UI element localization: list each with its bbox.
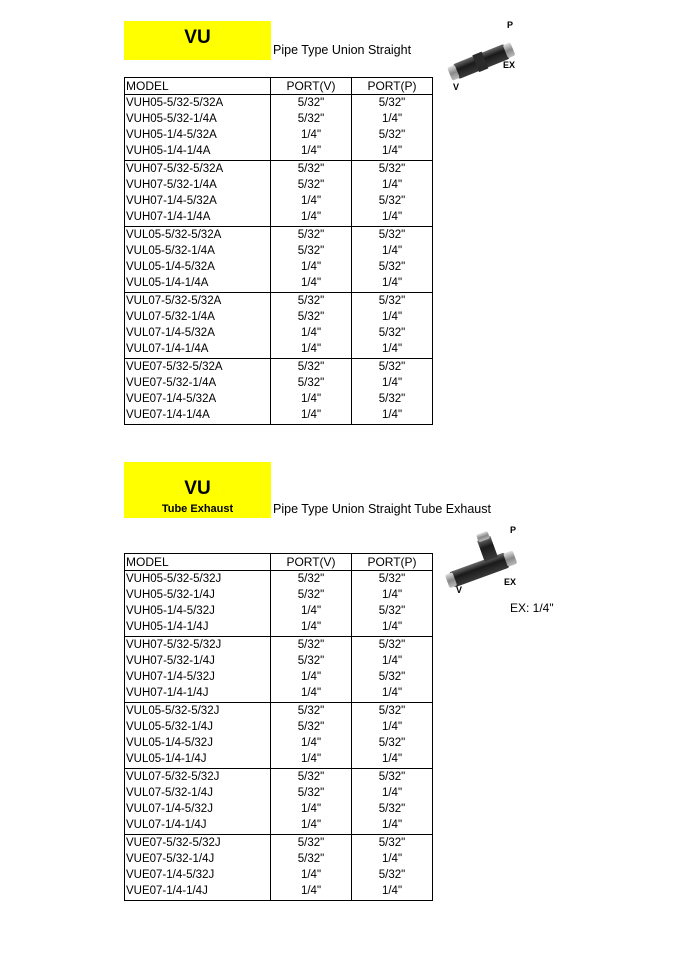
- table-row: [125, 868, 433, 884]
- cell-model: VUH05-1/4-5/32J: [125, 604, 271, 620]
- cell-model: VUE07-1/4-1/4A: [125, 408, 271, 425]
- cell-port-p: 1/4": [352, 620, 433, 637]
- column-header-port-v: PORT(V): [271, 78, 352, 95]
- cell-port-p: 5/32": [352, 835, 433, 852]
- table-row: [125, 392, 433, 408]
- cell-model: VUL05-1/4-1/4A: [125, 276, 271, 293]
- cell-port-v: 1/4": [271, 752, 352, 769]
- cell-model: VUL07-1/4-5/32A: [125, 326, 271, 342]
- cell-model: VUL07-1/4-1/4A: [125, 342, 271, 359]
- cell-model: VUL05-1/4-5/32A: [125, 260, 271, 276]
- cell-port-p: 5/32": [352, 392, 433, 408]
- cell-port-p: 5/32": [352, 802, 433, 818]
- table-row: [125, 359, 433, 376]
- section-2-table-body: [125, 571, 433, 901]
- cell-port-p: 5/32": [352, 95, 433, 112]
- table-row: [125, 144, 433, 161]
- table-row: [125, 703, 433, 720]
- cell-port-v: 5/32": [271, 244, 352, 260]
- cell-port-p: 5/32": [352, 128, 433, 144]
- cell-model: VUH07-1/4-1/4A: [125, 210, 271, 227]
- cell-port-v: 1/4": [271, 260, 352, 276]
- section-2-tag: [124, 462, 271, 518]
- column-header-port-p: PORT(P): [352, 78, 433, 95]
- column-header-model: MODEL: [125, 554, 271, 571]
- cell-port-v: 5/32": [271, 852, 352, 868]
- column-header-model: MODEL: [125, 78, 271, 95]
- cell-port-v: 1/4": [271, 210, 352, 227]
- table-row: [125, 818, 433, 835]
- section-1-table-body: [125, 95, 433, 425]
- cell-model: VUL07-1/4-5/32J: [125, 802, 271, 818]
- cell-port-v: 1/4": [271, 736, 352, 752]
- cell-port-v: 5/32": [271, 654, 352, 670]
- cell-port-v: 1/4": [271, 686, 352, 703]
- table-row: [125, 194, 433, 210]
- table-row: [125, 769, 433, 786]
- cell-model: VUL07-5/32-1/4A: [125, 310, 271, 326]
- section-2-subtitle: Tube Exhaust: [161, 503, 234, 515]
- cell-model: VUH05-1/4-5/32A: [125, 128, 271, 144]
- section-2-label-ex: EX: [504, 577, 517, 587]
- table-row: [125, 310, 433, 326]
- cell-port-p: 5/32": [352, 161, 433, 178]
- table-row: [125, 210, 433, 227]
- table-row: [125, 604, 433, 620]
- cell-model: VUE07-1/4-5/32A: [125, 392, 271, 408]
- table-row: [125, 276, 433, 293]
- table-row: [125, 720, 433, 736]
- table-row: [125, 588, 433, 604]
- cell-port-p: 5/32": [352, 227, 433, 244]
- cell-port-v: 1/4": [271, 128, 352, 144]
- cell-model: VUL07-5/32-5/32J: [125, 769, 271, 786]
- cell-model: VUH07-5/32-1/4J: [125, 654, 271, 670]
- cell-port-v: 1/4": [271, 342, 352, 359]
- table-row: [125, 95, 433, 112]
- cell-model: VUH07-1/4-5/32A: [125, 194, 271, 210]
- cell-port-p: 1/4": [352, 408, 433, 425]
- table-row: [125, 293, 433, 310]
- table-row: [125, 178, 433, 194]
- cell-model: VUE07-5/32-5/32A: [125, 359, 271, 376]
- cell-port-v: 5/32": [271, 637, 352, 654]
- table-row: [125, 637, 433, 654]
- cell-port-v: 5/32": [271, 769, 352, 786]
- cell-model: VUL05-1/4-1/4J: [125, 752, 271, 769]
- cell-model: VUH05-5/32-1/4J: [125, 588, 271, 604]
- table-row: [125, 736, 433, 752]
- cell-model: VUL07-5/32-5/32A: [125, 293, 271, 310]
- cell-port-p: 1/4": [352, 818, 433, 835]
- cell-port-v: 1/4": [271, 326, 352, 342]
- table-row: [125, 852, 433, 868]
- cell-port-p: 1/4": [352, 276, 433, 293]
- cell-port-v: 1/4": [271, 194, 352, 210]
- cell-port-v: 1/4": [271, 620, 352, 637]
- table-row: [125, 112, 433, 128]
- table-row: [125, 244, 433, 260]
- section-1-fitting-figure: [445, 20, 525, 92]
- cell-port-p: 5/32": [352, 359, 433, 376]
- cell-model: VUE07-5/32-1/4J: [125, 852, 271, 868]
- cell-model: VUE07-5/32-1/4A: [125, 376, 271, 392]
- section-2-table: [124, 553, 433, 901]
- cell-port-v: 5/32": [271, 310, 352, 326]
- cell-port-p: 1/4": [352, 144, 433, 161]
- cell-port-p: 5/32": [352, 293, 433, 310]
- cell-port-p: 1/4": [352, 244, 433, 260]
- cell-model: VUL05-5/32-1/4J: [125, 720, 271, 736]
- cell-port-p: 1/4": [352, 720, 433, 736]
- cell-port-v: 1/4": [271, 884, 352, 901]
- section-2-description: Pipe Type Union Straight Tube Exhaust: [273, 502, 491, 516]
- cell-port-v: 1/4": [271, 868, 352, 884]
- cell-model: VUH07-5/32-5/32J: [125, 637, 271, 654]
- cell-model: VUH07-5/32-5/32A: [125, 161, 271, 178]
- table-row: [125, 408, 433, 425]
- cell-port-v: 5/32": [271, 293, 352, 310]
- cell-model: VUL05-5/32-5/32A: [125, 227, 271, 244]
- table-header-row: [125, 78, 433, 95]
- cell-port-p: 5/32": [352, 736, 433, 752]
- cell-port-p: 1/4": [352, 852, 433, 868]
- cell-model: VUH05-5/32-5/32A: [125, 95, 271, 112]
- cell-port-p: 1/4": [352, 588, 433, 604]
- section-1-tag: [124, 21, 271, 60]
- table-row: [125, 786, 433, 802]
- cell-port-p: 1/4": [352, 210, 433, 227]
- table-row: [125, 802, 433, 818]
- cell-port-v: 5/32": [271, 178, 352, 194]
- table-row: [125, 376, 433, 392]
- cell-port-p: 5/32": [352, 326, 433, 342]
- cell-model: VUH05-5/32-5/32J: [125, 571, 271, 588]
- cell-model: VUE07-1/4-5/32J: [125, 868, 271, 884]
- cell-port-v: 1/4": [271, 276, 352, 293]
- cell-port-v: 1/4": [271, 670, 352, 686]
- cell-port-v: 1/4": [271, 604, 352, 620]
- cell-model: VUH05-5/32-1/4A: [125, 112, 271, 128]
- table-row: [125, 686, 433, 703]
- section-2-exhaust-note: EX: 1/4": [510, 601, 554, 615]
- table-row: [125, 227, 433, 244]
- cell-model: VUH07-5/32-1/4A: [125, 178, 271, 194]
- column-header-port-v: PORT(V): [271, 554, 352, 571]
- cell-port-v: 5/32": [271, 227, 352, 244]
- cell-port-v: 1/4": [271, 144, 352, 161]
- section-2-label-p: P: [510, 525, 517, 535]
- section-2-fitting-figure: [442, 525, 532, 597]
- section-1-table: [124, 77, 433, 425]
- cell-port-v: 5/32": [271, 359, 352, 376]
- cell-port-v: 5/32": [271, 703, 352, 720]
- table-row: [125, 752, 433, 769]
- cell-model: VUH07-1/4-5/32J: [125, 670, 271, 686]
- section-1-label-ex: EX: [503, 60, 516, 70]
- cell-port-v: 1/4": [271, 818, 352, 835]
- table-row: [125, 835, 433, 852]
- cell-port-p: 5/32": [352, 194, 433, 210]
- table-row: [125, 620, 433, 637]
- cell-port-p: 1/4": [352, 376, 433, 392]
- cell-port-v: 5/32": [271, 161, 352, 178]
- cell-port-v: 1/4": [271, 408, 352, 425]
- cell-model: VUL07-1/4-1/4J: [125, 818, 271, 835]
- cell-port-p: 1/4": [352, 752, 433, 769]
- table-row: [125, 161, 433, 178]
- cell-port-p: 1/4": [352, 178, 433, 194]
- column-header-port-p: PORT(P): [352, 554, 433, 571]
- cell-port-v: 5/32": [271, 95, 352, 112]
- section-1-label-p: P: [507, 20, 514, 30]
- section-1-label-v: V: [453, 82, 460, 92]
- cell-port-p: 5/32": [352, 637, 433, 654]
- cell-model: VUH07-1/4-1/4J: [125, 686, 271, 703]
- cell-port-v: 5/32": [271, 720, 352, 736]
- cell-port-p: 1/4": [352, 686, 433, 703]
- cell-port-p: 5/32": [352, 703, 433, 720]
- cell-port-p: 5/32": [352, 571, 433, 588]
- cell-port-p: 1/4": [352, 310, 433, 326]
- section-1-description: Pipe Type Union Straight: [273, 43, 412, 57]
- cell-model: VUH05-1/4-1/4J: [125, 620, 271, 637]
- table-row: [125, 128, 433, 144]
- cell-port-p: 1/4": [352, 654, 433, 670]
- table-row: [125, 884, 433, 901]
- cell-port-v: 5/32": [271, 835, 352, 852]
- section-1-title: VU: [184, 27, 211, 48]
- table-header-row: [125, 554, 433, 571]
- section-2-title: VU: [184, 478, 211, 499]
- cell-port-p: 1/4": [352, 884, 433, 901]
- table-row: [125, 260, 433, 276]
- table-row: [125, 342, 433, 359]
- cell-port-p: 5/32": [352, 769, 433, 786]
- table-row: [125, 326, 433, 342]
- cell-model: VUE07-5/32-5/32J: [125, 835, 271, 852]
- cell-port-v: 5/32": [271, 376, 352, 392]
- cell-port-p: 1/4": [352, 342, 433, 359]
- cell-model: VUL05-5/32-1/4A: [125, 244, 271, 260]
- cell-model: VUL05-5/32-5/32J: [125, 703, 271, 720]
- cell-model: VUE07-1/4-1/4J: [125, 884, 271, 901]
- cell-model: VUL05-1/4-5/32J: [125, 736, 271, 752]
- cell-port-p: 5/32": [352, 604, 433, 620]
- cell-port-v: 1/4": [271, 392, 352, 408]
- cell-port-v: 5/32": [271, 786, 352, 802]
- cell-port-p: 5/32": [352, 670, 433, 686]
- cell-port-p: 5/32": [352, 868, 433, 884]
- cell-port-v: 1/4": [271, 802, 352, 818]
- section-2-label-v: V: [456, 585, 463, 595]
- cell-port-p: 1/4": [352, 786, 433, 802]
- cell-port-v: 5/32": [271, 571, 352, 588]
- cell-port-p: 5/32": [352, 260, 433, 276]
- cell-port-v: 5/32": [271, 112, 352, 128]
- cell-port-v: 5/32": [271, 588, 352, 604]
- table-row: [125, 670, 433, 686]
- cell-port-p: 1/4": [352, 112, 433, 128]
- table-row: [125, 654, 433, 670]
- table-row: [125, 571, 433, 588]
- cell-model: VUL07-5/32-1/4J: [125, 786, 271, 802]
- cell-model: VUH05-1/4-1/4A: [125, 144, 271, 161]
